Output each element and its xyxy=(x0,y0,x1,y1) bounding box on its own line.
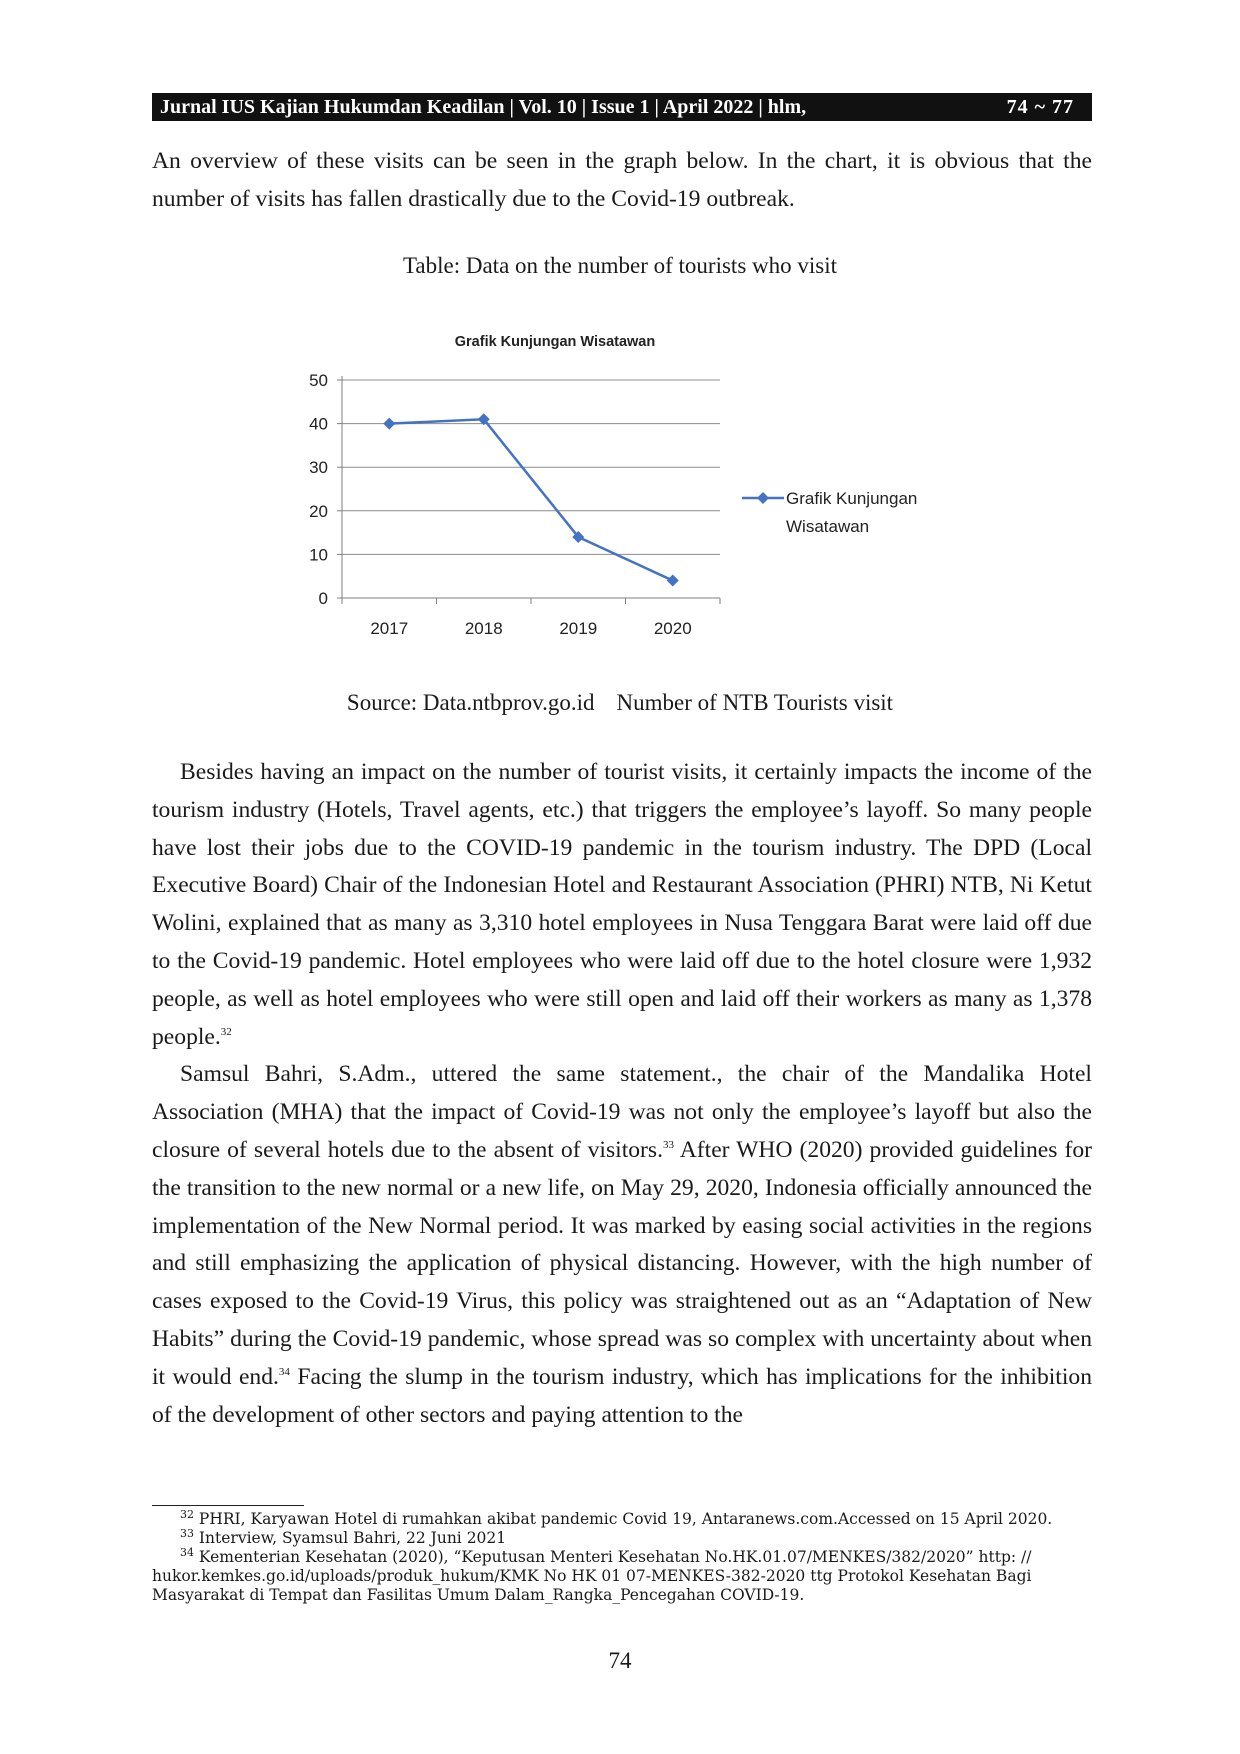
footnote-ref-34: 34 xyxy=(278,1365,290,1378)
source-label: Number of NTB Tourists visit xyxy=(616,690,894,715)
legend-label: Grafik Kunjungan xyxy=(786,489,918,508)
chart-title: Grafik Kunjungan Wisatawan xyxy=(454,334,656,350)
footnote-32 xyxy=(152,1507,1092,1529)
footnote-34-text: Kementerian Kesehatan (2020), “Keputusan Menteri Kesehatan No.HK.01.07/MENKES/382/2020” http: // hukor.kemkes.go.id/uploads/produk_hukum/KMK No HK 01 07-MENKES-382-2020 ttg Protokol Kesehatan Bagi Masyarakat di Tempat dan Fasilitas Umum Dalam_Rangka_Pencegahan COVID-19. xyxy=(152,1548,1032,1604)
paragraph-mha-text-1: Samsul Bahri, S.Adm., uttered the same statement., the chair of the Mandalika Hotel Association (MHA) that the impact of Covid-19 was not only the employee’s layoff but also the closure of several hotels due to the absent of visitors. xyxy=(152,1061,1092,1163)
page-number: 74 xyxy=(608,1648,632,1673)
y-tick-label: 20 xyxy=(309,501,328,521)
chart-svg xyxy=(290,325,970,665)
footnote-34 xyxy=(152,1545,1092,1605)
legend-marker xyxy=(757,492,769,504)
footnote-34-number: 34 xyxy=(180,1545,194,1559)
paragraph-mha-text-2: After WHO (2020) provided guidelines for the transition to the new normal or a new life, on May 29, 2020, Indonesia officially announced the implementation of the New Normal period. It was marked by easing social activities in the regions and still emphasizing the application of physical distancing. However, with the high number of cases exposed to the Covid-19 Virus, this policy was straightened out as an “Adaptation of New Habits” during the Covid-19 pandemic, whose spread was so complex with uncertainty about when it would end. xyxy=(152,1136,1092,1390)
tourist-visit-chart xyxy=(290,325,970,665)
paragraph-layoff xyxy=(152,754,1092,1056)
body-paragraphs xyxy=(152,754,1092,1434)
y-tick-label: 30 xyxy=(309,458,328,478)
x-tick-label: 2019 xyxy=(559,619,598,638)
source-text: Source: Data.ntbprov.go.id xyxy=(346,690,595,715)
footnotes xyxy=(152,1507,1092,1605)
footnote-divider xyxy=(152,1505,304,1506)
footnote-ref-32: 32 xyxy=(220,1025,232,1038)
source-caption xyxy=(0,690,1240,716)
footnote-33-number: 33 xyxy=(180,1526,194,1540)
data-point xyxy=(383,418,395,430)
x-tick-label: 2018 xyxy=(464,619,503,638)
data-point xyxy=(667,575,679,587)
page-range: 74 ~ 77 xyxy=(1006,95,1074,118)
paragraph-mha xyxy=(152,1056,1092,1434)
journal-header xyxy=(152,93,1092,121)
x-tick-label: 2020 xyxy=(653,619,692,638)
y-tick-label: 10 xyxy=(309,545,328,565)
intro-paragraph: An overview of these visits can be seen in the graph below. In the chart, it is obvious that the number of visits has fallen drastically due to the Covid-19 outbreak. xyxy=(152,148,1092,212)
paragraph-mha-text-3: Facing the slump in the tourism industry, which has implications for the inhibition of the development of other sectors and paying attention to the xyxy=(152,1363,1092,1428)
paragraph-layoff-text: Besides having an impact on the number of tourist visits, it certainly impacts the income of the tourism industry (Hotels, Travel agents, etc.) that triggers the employee’s layoff. So many people have lost their jobs due to the COVID-19 pandemic in the tourism industry. The DPD (Local Executive Board) Chair of the Indonesian Hotel and Restaurant Association (PHRI) NTB, Ni Ketut Wolini, explained that as many as 3,310 hotel employees in Nusa Tenggara Barat were laid off due to the Covid-19 pandemic. Hotel employees who were laid off due to the hotel closure were 1,932 people, as well as hotel employees who were still open and laid off their workers as many as 1,378 people. xyxy=(152,759,1092,1050)
footnote-32-number: 32 xyxy=(180,1507,194,1521)
y-tick-label: 40 xyxy=(309,414,328,434)
series-line xyxy=(389,419,673,580)
footnote-32-text: PHRI, Karyawan Hotel di rumahkan akibat pandemic Covid 19, Antaranews.com.Accessed on 15 April 2020. xyxy=(194,1510,1053,1528)
legend-label: Wisatawan xyxy=(786,517,870,536)
table-caption: Table: Data on the number of tourists who visit xyxy=(402,253,838,278)
footnote-33 xyxy=(152,1526,1092,1548)
footnote-ref-33: 33 xyxy=(663,1139,674,1152)
x-tick-label: 2017 xyxy=(370,619,409,638)
journal-title: Jurnal IUS Kajian Hukumdan Keadilan | Vol. 10 | Issue 1 | April 2022 | hlm, xyxy=(160,95,807,118)
y-tick-label: 50 xyxy=(309,371,328,390)
footnote-33-text: Interview, Syamsul Bahri, 22 Juni 2021 xyxy=(194,1529,507,1547)
y-tick-label: 0 xyxy=(318,589,328,608)
